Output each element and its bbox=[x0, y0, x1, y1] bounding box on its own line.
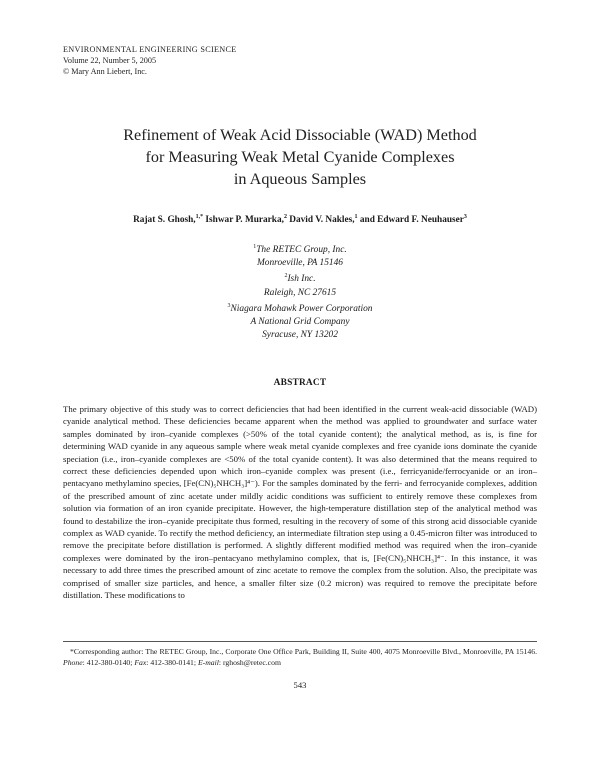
title-line-2: for Measuring Weak Metal Cyanide Complexes bbox=[145, 148, 455, 166]
journal-name: ENVIRONMENTAL ENGINEERING SCIENCE bbox=[63, 45, 237, 54]
affiliation-line: $^1$The RETEC Group, Inc. bbox=[253, 244, 347, 256]
page-number: 543 bbox=[293, 680, 307, 690]
author-name: Ishwar P. Murarka, bbox=[203, 215, 284, 226]
affiliation-line: $^3$Niagara Mohawk Power Corporation bbox=[227, 302, 373, 314]
affiliation-line: Raleigh, NC 27615 bbox=[263, 287, 337, 298]
journal-copyright: © Mary Ann Liebert, Inc. bbox=[63, 67, 147, 76]
title-line-1: Refinement of Weak Acid Dissociable (WAD) Method bbox=[123, 126, 477, 144]
author-affiliation-mark: 3 bbox=[463, 214, 467, 220]
author-name: and Edward F. Neuhauser bbox=[357, 215, 464, 226]
journal-info bbox=[63, 44, 237, 77]
author-affiliation-mark: 2 bbox=[283, 214, 287, 220]
paper-title bbox=[60, 124, 540, 190]
title-line-3: in Aqueous Samples bbox=[233, 170, 367, 188]
affiliation-line: $^2$Ish Inc. bbox=[284, 273, 316, 285]
corresponding-author-footnote: *Corresponding author: The RETEC Group, Inc., Corporate One Office Park, Building II, Suite 400, 4075 Monroeville Blvd., Monroeville, PA 15146. Phone: 412-380-0140; Fax: 412-380-0141; E-mail: rghosh@retec.com bbox=[63, 647, 537, 667]
author-affiliation-mark: 1,* bbox=[195, 214, 204, 220]
author-list bbox=[60, 214, 540, 225]
journal-volume: Volume 22, Number 5, 2005 bbox=[63, 56, 157, 65]
affiliations bbox=[60, 241, 540, 342]
author-affiliation-mark: 1 bbox=[354, 214, 358, 220]
affiliation-line: A National Grid Company bbox=[250, 316, 350, 327]
footnote-divider bbox=[63, 641, 537, 642]
author-name: Rajat S. Ghosh, bbox=[133, 215, 196, 226]
author-name: David V. Nakles, bbox=[286, 215, 355, 226]
abstract-heading: ABSTRACT bbox=[273, 378, 327, 388]
abstract-body: The primary objective of this study was to correct deficiencies that had been identified in the current weak-acid dissociable (WAD) cyanide analytical method. These deficiencies became apparent when the method was applied to groundwater and surface water samples dominated by iron–cyanide complexes (>50% of the total cyanide content); the analytical method, as is, is fine for determining WAD cyanide in any aqueous sample where weak metal cyanide complexes and free cyanide ions dominate the cyanide speciation (i.e., iron–cyanide complexes are <50% of the total cyanide content). It was also determined that the means required to correct these deficiencies depended upon which iron–cyanide complex was present (i.e., ferricyanide/ferrocyanide or an iron–pentacyano methylamino species, [Fe(CN)₅NHCH₃]⁴⁻). For the samples dominated by the ferri- and ferrocyanide complexes, addition of the prescribed amount of zinc acetate under mildly acidic conditions was sufficient to entirely remove these complexes from solution via formation of an iron cyanide precipitate. However, the high-temperature distillation step of the analytical method was found to destabilize the iron–cyanide precipitate thus formed, resulting in the recovery of some of this strong acid dissociable cyanide complex as WAD cyanide. To rectify the method deficiency, an intermediate filtration step using a 0.45-micron filter was introduced to remove the precipitate before distillation is performed. A slightly different modified method was required when the iron–cyanide complexes were dominated by the iron–pentacyano methylamino complex, that is, [Fe(CN)₅NHCH₃]⁴⁻. In this instance, it was necessary to add three times the prescribed amount of zinc acetate to remove the complex from the solution. Also, the precipitate was comprised of smaller size particles, and hence, a smaller filter size (0.2 micron) was required to remove the precipitate before distillation. These modifications to bbox=[63, 404, 537, 601]
affiliation-line: Syracuse, NY 13202 bbox=[262, 329, 338, 340]
affiliation-line: Monroeville, PA 15146 bbox=[256, 258, 343, 269]
